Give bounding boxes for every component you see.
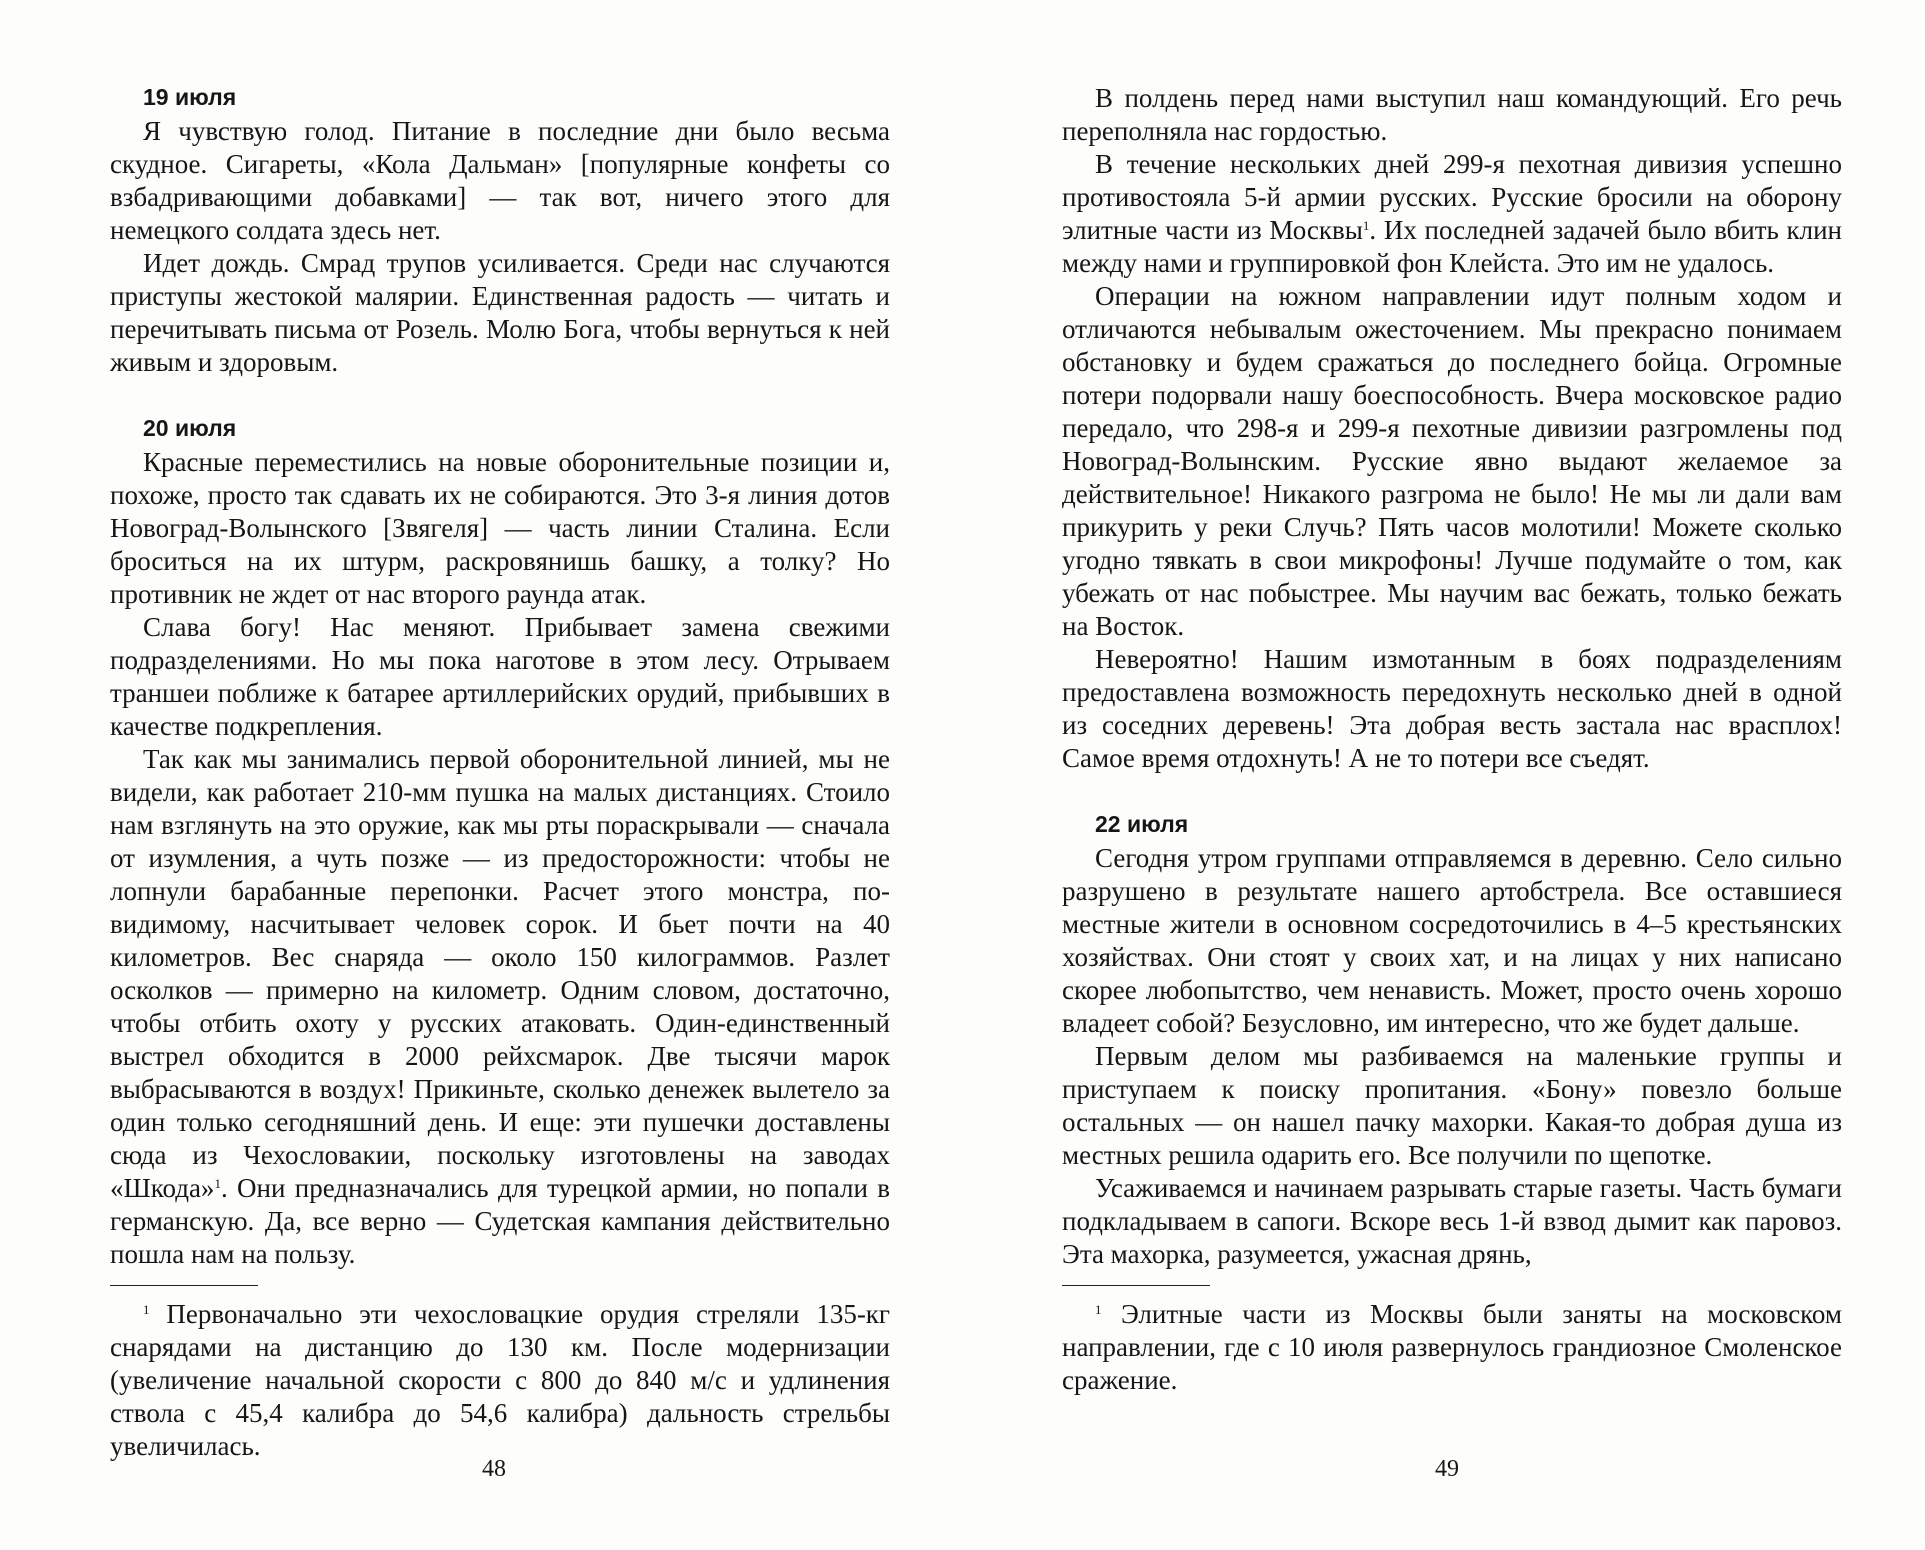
footnote-text: Элитные части из Москвы были заняты на московском направлении, где с 10 июля развернулось грандиозное Смоленское сражение. — [1062, 1299, 1842, 1395]
section-gap — [110, 379, 890, 413]
paragraph: В полдень перед нами выступил наш командующий. Его речь переполняла нас гордостью. — [1062, 83, 1842, 146]
paragraph-text: . Их последней задачей было вбить клин между нами и группировкой фон Клейста. Это им не удалось. — [1062, 215, 1842, 278]
paragraph — [110, 743, 890, 1271]
left-page — [110, 82, 890, 1463]
footnote-divider — [1062, 1285, 1210, 1286]
paragraph: Первым делом мы разбиваемся на маленькие группы и приступаем к поиску пропитания. «Бону» повезло больше остальных — он нашел пачку махорки. Какая-то добрая душа из местных решила одарить его. Все получили по щепотке. — [1062, 1041, 1842, 1170]
page-number-left: 48 — [482, 1456, 506, 1482]
paragraph — [1062, 148, 1842, 280]
footnote-reference: 1 — [1362, 218, 1370, 233]
footnote-mark: 1 — [143, 1302, 150, 1317]
paragraph-text: В течение нескольких дней 299-я пехотная дивизия успешно противостояла 5-й армии русских. Русские бросили на оборону элитные части из Москвы — [1062, 149, 1842, 245]
paragraph: Невероятно! Нашим измотанным в боях подразделениям предоставлена возможность передохнуть несколько дней в одной из соседних деревень! Эта добрая весть застала нас врасплох! Самое время отдохнуть! А не то потери все съедят. — [1062, 644, 1842, 773]
paragraph: Операции на южном направлении идут полным ходом и отличаются небывалым ожесточением. Мы прекрасно понимаем обстановку и будем сражаться до последнего бойца. Огромные потери подорвали нашу боеспособность. Вчера московское радио передало, что 298-я и 299-я пехотные дивизии разгромлены под Новоград-Волынским. Русские явно выдают желаемое за действительное! Никакого разгрома не было! Не мы ли дали вам прикурить у реки Случь? Пять часов молотили! Можете сколько угодно тявкать в свои микрофоны! Лучше подумайте о том, как убежать от нас побыстрее. Мы научим вас бежать, только бежать на Восток. — [1062, 281, 1842, 641]
paragraph: Идет дождь. Смрад трупов усиливается. Среди нас случаются приступы жестокой малярии. Единственная радость — читать и перечитывать письма от Розель. Молю Бога, чтобы вернуться к ней живым и здоровым. — [110, 248, 890, 377]
page-number-right: 49 — [1435, 1456, 1459, 1482]
right-page — [1062, 82, 1842, 1397]
footnote — [1062, 1298, 1842, 1397]
paragraph-text: . Они предназначались для турецкой армии, но попали в германскую. Да, все верно — Судетская кампания действительно пошла нам на пользу. — [110, 1173, 890, 1269]
paragraph: Я чувствую голод. Питание в последние дни было весьма скудное. Сигареты, «Кола Дальман» [популярные конфеты со взбадривающими добавками] — так вот, ничего этого для немецкого солдата здесь нет. — [110, 116, 890, 245]
entry-date-heading: 20 июля — [143, 415, 237, 441]
footnote-reference: 1 — [214, 1176, 221, 1191]
section-gap — [1062, 775, 1842, 809]
footnote — [110, 1298, 890, 1463]
entry-date-heading: 22 июля — [1095, 811, 1189, 837]
footnote-divider — [110, 1285, 258, 1286]
paragraph-text: Так как мы занимались первой оборонительной линией, мы не видели, как работает 210-мм пушка на малых дистанциях. Стоило нам взглянуть на это оружие, как мы рты пораскрывали — сначала от изумления, а чуть позже — из предосторожности: чтобы не лопнули барабанные перепонки. Расчет этого монстра, по-видимому, насчитывает человек сорок. И бьет почти на 40 километров. Вес снаряда — около 150 килограммов. Разлет осколков — примерно на километр. Одним словом, достаточно, чтобы отбить охоту у русских атаковать. Один-единственный выстрел обходится в 2000 рейхсмарок. Две тысячи марок выбрасываются в воздух! Прикиньте, сколько денежек вылетело за один только сегодняшний день. И еще: эти пушечки доставлены сюда из Чехословакии, поскольку изготовлены на заводах «Шкода» — [110, 744, 890, 1203]
footnote-mark: 1 — [1095, 1302, 1102, 1317]
paragraph: Красные переместились на новые оборонительные позиции и, похоже, просто так сдавать их не собираются. Это 3-я линия дотов Новоград-Волынского [Звягеля] — часть линии Сталина. Если броситься на их штурм, раскровянишь башку, а толку? Но противник не ждет от нас второго раунда атак. — [110, 447, 890, 609]
paragraph: Сегодня утром группами отправляемся в деревню. Село сильно разрушено в результате нашего артобстрела. Все оставшиеся местные жители в основном сосредоточились в 4–5 крестьянских хозяйствах. Они стоят у своих хат, и на лицах у них написано скорее любопытство, чем ненависть. Может, просто очень хорошо владеет собой? Безусловно, им интересно, что же будет дальше. — [1062, 843, 1842, 1038]
footnote-text: Первоначально эти чехословацкие орудия стреляли 135-кг снарядами на дистанцию до 130 км. После модернизации (увеличение начальной скорости с 800 до 840 м/с и удлинения ствола с 45,4 калибра до 54,6 калибра) дальность стрельбы увеличилась. — [110, 1299, 890, 1461]
entry-date-heading: 19 июля — [143, 84, 237, 110]
paragraph: Слава богу! Нас меняют. Прибывает замена свежими подразделениями. Но мы пока наготове в этом лесу. Отрываем траншеи поближе к батарее артиллерийских орудий, прибывших в качестве подкрепления. — [110, 612, 890, 741]
paragraph: Усаживаемся и начинаем разрывать старые газеты. Часть бумаги подкладываем в сапоги. Вскоре весь 1-й взвод дымит как паровоз. Эта махорка, разумеется, ужасная дрянь, — [1062, 1173, 1842, 1269]
